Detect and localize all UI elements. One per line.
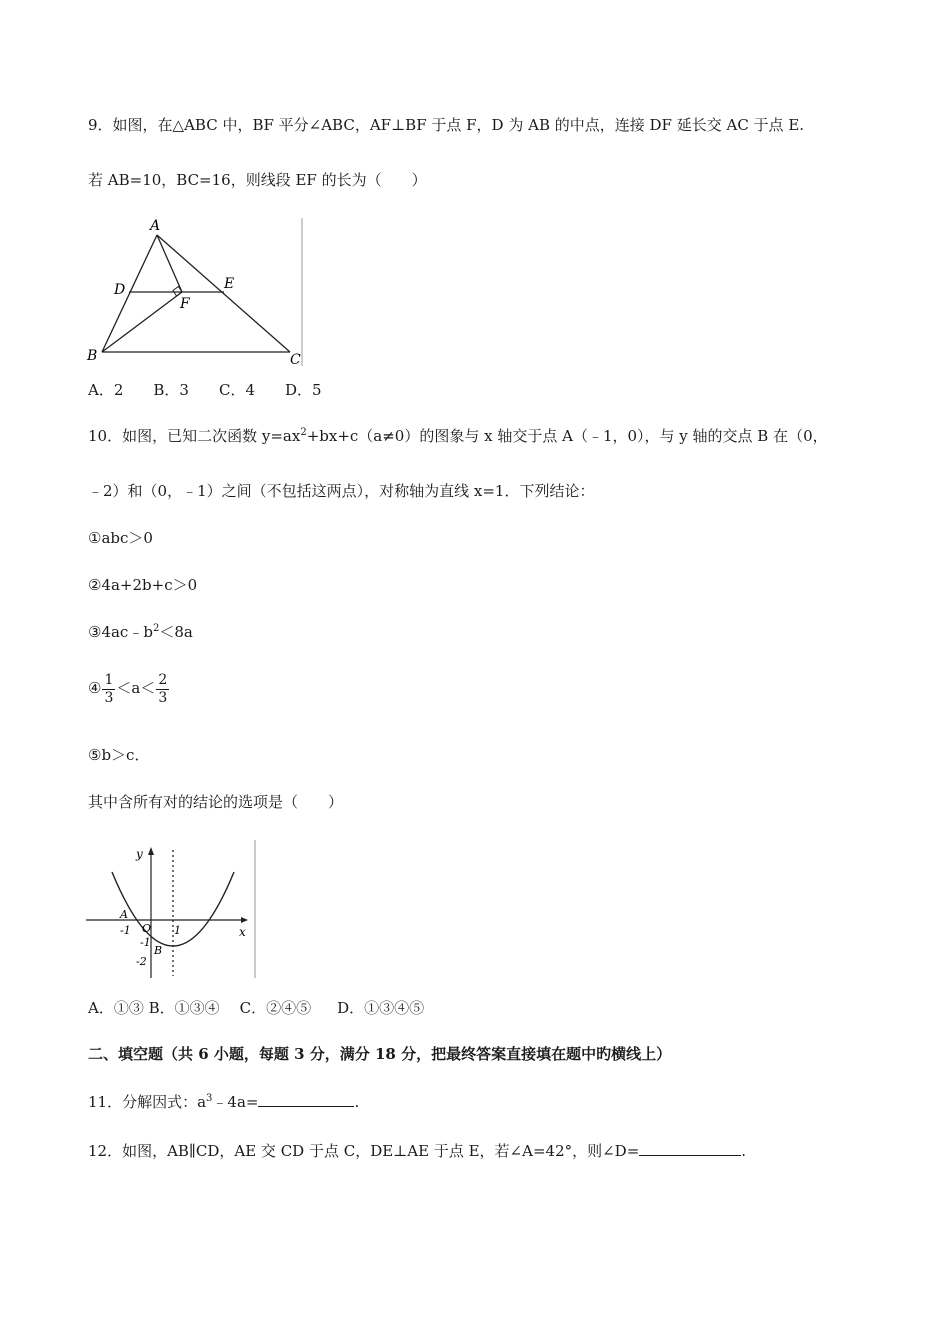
label-neg1-y: -1: [140, 936, 151, 949]
q10-c3-pre: ③4ac﹣b: [88, 623, 153, 641]
q11-sup: 3: [206, 1093, 213, 1104]
q9-choices: [88, 380, 352, 400]
q9-choice-b[interactable]: B．3: [153, 381, 189, 399]
fraction-numerator: 2: [158, 671, 168, 688]
fraction-two-thirds: [156, 672, 169, 707]
q10-choices: [88, 998, 454, 1018]
answer-blank[interactable]: [639, 1141, 741, 1156]
fraction-numerator: 1: [104, 671, 114, 688]
q9-choice-d[interactable]: D．5: [285, 381, 322, 399]
label-y: y: [136, 847, 143, 861]
x-axis-arrow: [241, 917, 248, 923]
label-b: B: [87, 348, 98, 364]
q9-choice-a[interactable]: A．2: [88, 381, 124, 399]
label-c: C: [290, 352, 301, 368]
segment-ab: [102, 235, 157, 352]
label-neg2: -2: [136, 955, 147, 968]
q10-c4-pre: ④: [88, 679, 102, 697]
label-one: 1: [174, 924, 181, 937]
label-e: E: [224, 276, 235, 292]
q12: [88, 1141, 746, 1161]
q10-prompt: 其中含所有对的结论的选项是（ ）: [88, 793, 344, 811]
section-heading: 二、填空题（共 6 小题，每题 3 分，满分 18 分，把最终答案直接填在题中旳横线上）: [88, 1045, 672, 1063]
label-b: B: [154, 944, 163, 957]
q12-end: .: [741, 1142, 747, 1160]
q11-pre: 11．分解因式：a: [88, 1093, 207, 1111]
q10-conclusion-1: ①abc＞0: [88, 529, 153, 547]
triangle-figure: [84, 212, 306, 370]
q11-end: .: [354, 1093, 360, 1111]
q10-line1-sup: 2: [300, 427, 307, 438]
label-a: A: [150, 218, 161, 234]
label-a: A: [120, 908, 128, 921]
q11-post: ﹣4a=: [212, 1093, 259, 1111]
q10-c3-post: ＜8a: [159, 623, 193, 641]
q10-choice-d[interactable]: D．①③④⑤: [337, 999, 425, 1017]
q10-line1-pre: 10．如图，已知二次函数 y=ax: [88, 427, 301, 445]
label-d: D: [114, 282, 126, 298]
q10-line1: [88, 426, 828, 446]
q10-conclusion-4: [88, 670, 170, 707]
q12-pre: 12．如图，AB∥CD，AE 交 CD 于点 C，DE⊥AE 于点 E，若∠A=42°，则∠D=: [88, 1142, 640, 1160]
q10-conclusion-3: [88, 622, 193, 642]
q10-choice-c[interactable]: C．②④⑤: [239, 999, 312, 1017]
q10-line1-post: +bx+c（a≠0）的图象与 x 轴交于点 A（﹣1，0），与 y 轴的交点 B 在（0，: [306, 427, 828, 445]
label-x: x: [239, 925, 246, 939]
q9-line2: 若 AB=10，BC=16，则线段 EF 的长为（ ）: [88, 171, 427, 189]
fraction-denominator: 3: [158, 689, 168, 706]
segment-bf: [102, 292, 182, 352]
segment-af: [157, 235, 182, 292]
q9-line1: 9．如图，在△ABC 中，BF 平分∠ABC，AF⊥BF 于点 F，D 为 AB 的中点，连接 DF 延长交 AC 于点 E.: [88, 116, 805, 134]
q9-choice-c[interactable]: C．4: [218, 381, 255, 399]
y-axis-arrow: [148, 847, 154, 855]
q10-c4-mid: ＜a＜: [116, 679, 156, 697]
label-f: F: [180, 296, 190, 312]
fraction-one-third: [102, 672, 115, 707]
segment-ac: [157, 235, 290, 352]
answer-blank[interactable]: [258, 1092, 354, 1107]
q10-line2: ﹣2）和（0，﹣1）之间（不包括这两点），对称轴为直线 x=1．下列结论：: [88, 482, 595, 500]
q10-c3-sup: 2: [152, 623, 160, 634]
q10-conclusion-5: ⑤b＞c．: [88, 746, 150, 764]
q11: [88, 1092, 359, 1112]
label-origin: O: [142, 922, 152, 935]
q10-conclusion-2: ②4a+2b+c＞0: [88, 576, 198, 594]
parabola-figure: [84, 838, 260, 980]
fraction-denominator: 3: [104, 689, 114, 706]
q10-choice-ab[interactable]: A．①③ B．①③④: [88, 999, 220, 1017]
label-neg1-x: -1: [120, 924, 131, 937]
